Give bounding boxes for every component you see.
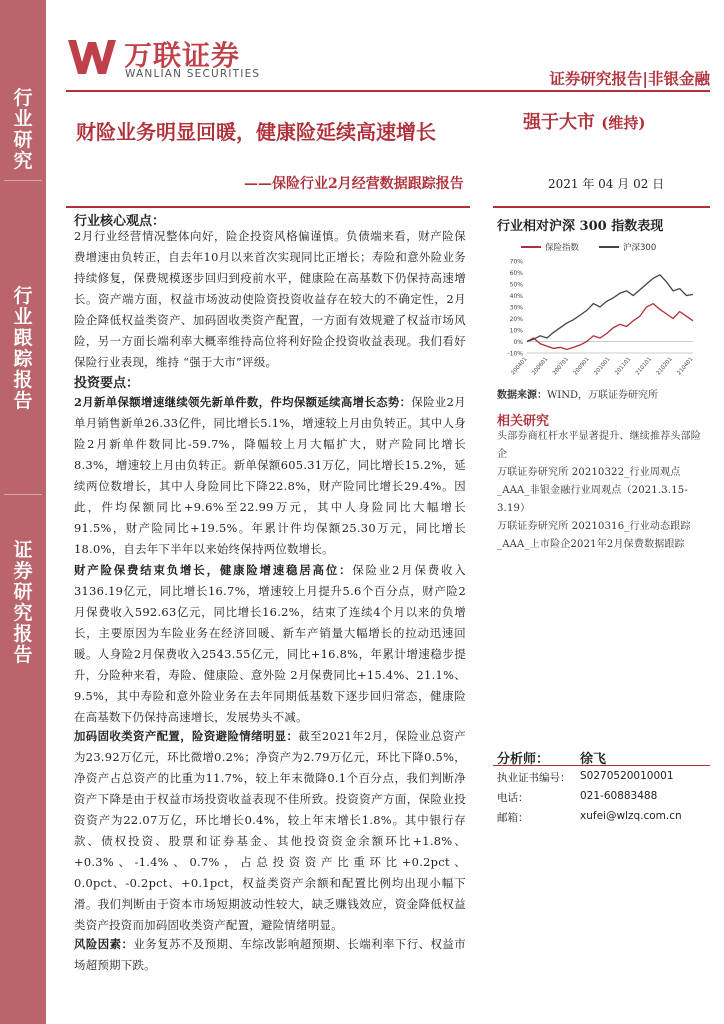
series-line-insurance [527,304,693,350]
core-view-text: 2月行业经营情况整体向好，险企投资风格偏谨慎。负债端来看，财产险保费增速由负转正，自去年10月以来首次实现同比正增长；寿险和意外险业务持续修复，保费规模逐步回归到疫前水平，健康险在高基数下仍保持高速增长。资产端方面，权益市场波动使险资投资收益存在较大的不确定性，2月险企降低权益类资产、加码固收类资产配置，一方面有效规避了权益市场风险，另一方面长端利率大概率维持高位将利好险企投资收益表现。我们看好保险行业表现，维持 “强于大市”评级。 [74,229,466,369]
investment-point-2 [74,560,466,728]
x-tick-label: 200601 [531,356,550,377]
header-divider [66,90,710,92]
y-tick-label: 60% [509,270,523,277]
logo-english-name: WANLIAN SECURITIES [125,68,261,80]
related-item[interactable]: 头部券商杠杆水平显著提升、继续推荐头部险企 [497,431,701,460]
y-tick-label: 40% [509,293,523,300]
license-number: S0270520010001 [580,770,674,782]
y-tick-label: 20% [509,316,523,323]
x-tick-label: 201101 [614,356,633,377]
phone-label: 电话： [497,792,529,804]
related-item[interactable]: 万联证券研究所 20210316_行业动态跟踪_AAA_上市险企2021年2月保费数据跟踪 [497,521,691,550]
investment-heading: 投资要点： [74,376,140,391]
analyst-name: 徐飞 [580,752,607,767]
risk-heading: 风险因素： [74,937,134,951]
point-2-text: 保险业2月保费收入3136.19亿元，同比增长16.7%，增速较上月提升5.6个百分点，财产险2月保费收入592.63亿元，同比增长16.2%，结束了连续4个月以来的负增长，主要原因为车险业务在经济回暖、新车产销量大幅增长的拉动迅速回暖。人身险2月保费收入2543.55亿元，同比+16.8%，年累计增速稳步提升，分险种来看，寿险、健康险、意外险 2月保费同比+15.4%、21.1%、9.5%，其中寿险和意外险业务在去年同期低基数下逐步回归常态，健康险在高基数下仍保持高速增长，发展势头不减。 [74,563,466,724]
rating-label: 强于大市 [523,112,595,133]
related-item[interactable]: 万联证券研究所 20210322_行业周观点_AAA_非银金融行业周观点（2021.3.15-3.19） [497,467,688,514]
y-tick-label: 0% [513,339,523,346]
point-1-text: 保险业2月单月销售新单26.33亿件，同比增长5.1%，增速较上月由负转正。其中人身险2月新单件数同比-59.7%，降幅较上月大幅扩大，财产险同比增长8.3%，增速较上月由负转正。新单保额605.31万亿，同比增长15.2%，延续两位数增长，其中人身险同比下降22.8%，财产险同比增长29.4%。因此，件均保额同比+9.6%至22.99万元，其中人身险同比大幅增长91.5%，财产险同比+19.5%。年累计件均保额25.30万元，同比增长18.0%，自去年下半年以来始终保持两位数增长。 [74,395,466,556]
side-separator [4,494,42,495]
phone-number: 021-60883488 [580,790,658,802]
point-1-heading: 2月新单保额增速继续领先新单件数，件均保额延续高增长态势： [74,395,412,409]
analyst-label: 分析师： [497,752,550,767]
side-band [0,0,46,1024]
side-separator [4,180,42,181]
section-divider [66,206,470,208]
industry-rating [523,108,645,134]
point-2-heading: 财产险保费结束负增长，健康险增速稳居高位： [74,563,353,577]
chart-source [497,386,658,401]
x-tick-label: 200401 [510,356,529,377]
chart-title: 行业相对沪深 300 指数表现 [497,219,664,234]
x-tick-label: 201001 [593,356,612,377]
report-date: 2021 年 04 月 02 日 [548,177,665,191]
risk-factors [74,934,466,976]
x-tick-label: 210201 [655,356,674,377]
side-label-industry-research: 行 业 研 究 [13,87,33,172]
y-tick-label: 50% [509,281,523,289]
report-category: 证券研究报告|非银金融 [549,69,710,88]
report-subtitle: ——保险行业2月经营数据跟踪报告 [244,176,464,192]
investment-point-3 [74,726,466,936]
side-label-securities-research: 证 券 研 究 报 告 [13,539,33,666]
y-tick-label: 10% [509,327,523,335]
legend-label: 沪深300 [623,243,657,253]
x-tick-label: 200701 [551,356,571,377]
x-tick-label: 210401 [676,356,695,377]
source-text: WIND，万联证券研究所 [547,390,658,401]
y-tick-label: -10% [507,350,523,358]
email-label: 邮箱： [497,812,529,824]
side-label-report-type: 行 业 跟 踪 报 告 [13,285,33,412]
related-research-heading: 相关研究 [497,414,550,429]
y-tick-label: 70% [509,258,523,266]
license-label: 执业证书编号： [497,772,571,784]
investment-point-1 [74,392,466,560]
point-3-heading: 加码固收类资产配置，险资避险情绪明显： [74,729,299,743]
relative-performance-chart [493,235,710,380]
x-tick-label: 210101 [634,356,654,377]
x-tick-label: 200901 [572,356,591,377]
wanlian-logo [66,38,118,76]
email-address[interactable]: xufei@wlzq.com.cn [580,810,682,822]
rating-note: (维持) [601,114,646,132]
logo-chinese-name: 万联证券 [124,39,241,72]
point-3-text: 截至2021年2月，保险业总资产为23.92万亿元，环比微增0.2%；净资产为2.79万亿元，环比下降0.5%，净资产占总资产的比重为11.7%，较上年末微降0.1个百分点，我们判断净资产下降是由于权益市场投资收益表现不佳所致。投资资产方面，保险业投资资产为22.07万亿，环比增长0.4%，较上年末增长1.8%。其中银行存款、债权投资、股票和证券基金、其他投资资金余额环比+1.8%、+0.3%、-1.4%、0.7%，占总投资资产比重环比+0.2pct、0.0pct、-0.2pct、+0.1pct，权益类资产余额和配置比例均出现小幅下滑。我们判断由于资本市场短期波动性较大，缺乏赚钱效应，资金降低权益类资产投资而加码固收类资产配置，避险情绪明显。 [74,729,466,932]
core-view-heading: 行业核心观点： [74,214,166,229]
legend-label: 保险指数 [545,243,580,253]
y-tick-label: 30% [509,304,523,312]
section-divider [493,206,710,208]
risk-text: 业务复苏不及预期、车综改影响超预期、长端利率下行、权益市场超预期下跌。 [74,937,466,972]
source-label: 数据来源： [497,390,547,401]
report-title: 财险业务明显回暖，健康险延续高速增长 [76,120,436,144]
series-line-csi300 [527,275,693,342]
